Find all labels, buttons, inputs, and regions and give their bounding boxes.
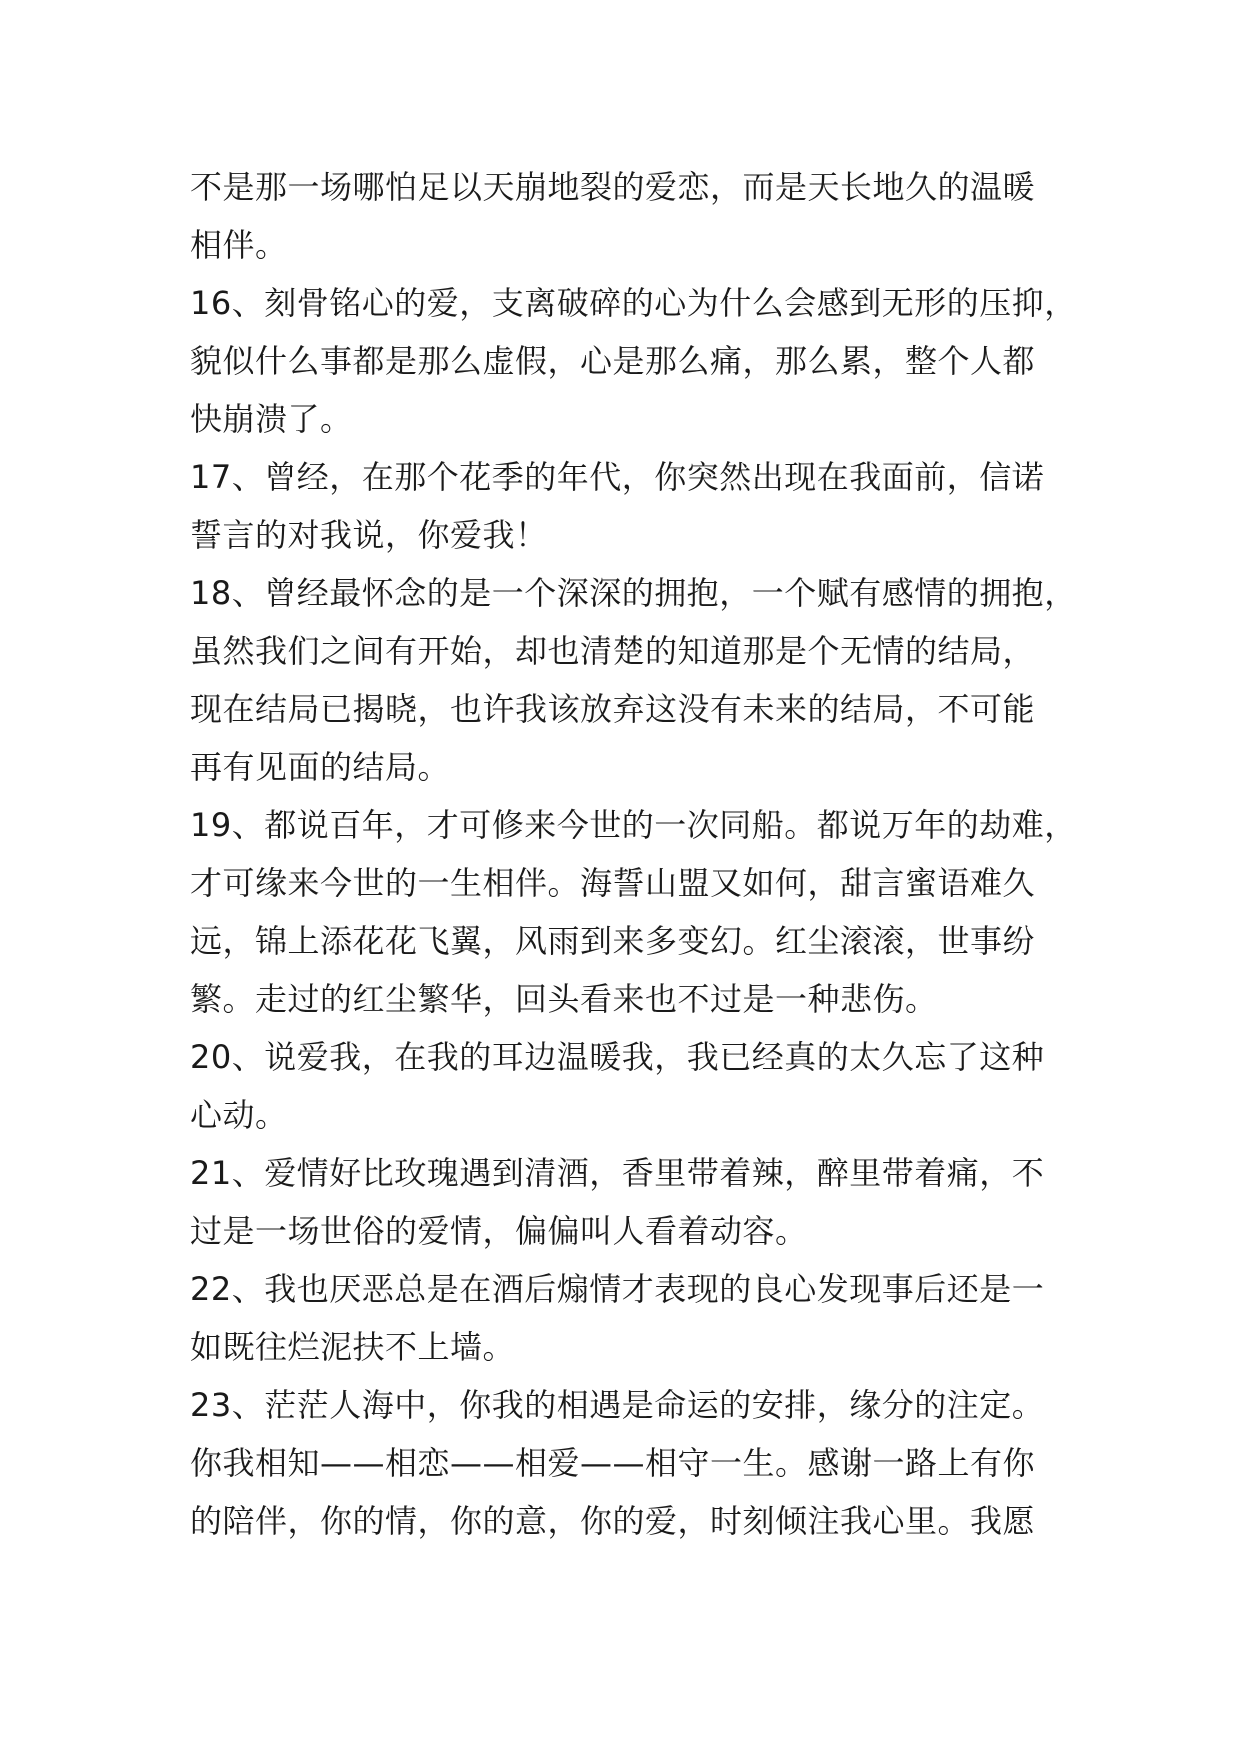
text-line: 虽然我们之间有开始，却也清楚的知道那是个无情的结局，: [190, 632, 1036, 670]
text-line: 16、刻骨铭心的爱，支离破碎的心为什么会感到无形的压抑，: [190, 284, 1077, 322]
text-line: 相伴。: [190, 226, 288, 264]
text-line: 17、曾经，在那个花季的年代，你突然出现在我面前，信诺: [190, 458, 1045, 496]
text-line: 你我相知——相恋——相爱——相守一生。感谢一路上有你: [190, 1444, 1036, 1482]
text-line: 心动。: [190, 1096, 288, 1134]
text-line: 过是一场世俗的爱情，偏偏叫人看着动容。: [190, 1212, 808, 1250]
text-line: 不是那一场哪怕足以天崩地裂的爱恋，而是天长地久的温暖: [190, 168, 1036, 206]
text-line: 貌似什么事都是那么虚假，心是那么痛，那么累，整个人都: [190, 342, 1036, 380]
text-line: 18、曾经最怀念的是一个深深的拥抱，一个赋有感情的拥抱，: [190, 574, 1077, 612]
text-line: 22、我也厌恶总是在酒后煽情才表现的良心发现事后还是一: [190, 1270, 1045, 1308]
text-line: 远，锦上添花花飞翼，风雨到来多变幻。红尘滚滚，世事纷: [190, 922, 1036, 960]
text-line: 才可缘来今世的一生相伴。海誓山盟又如何，甜言蜜语难久: [190, 864, 1036, 902]
text-line: 20、说爱我，在我的耳边温暖我，我已经真的太久忘了这种: [190, 1038, 1045, 1076]
text-line: 的陪伴，你的情，你的意，你的爱，时刻倾注我心里。我愿: [190, 1502, 1036, 1540]
text-line: 再有见面的结局。: [190, 748, 451, 786]
document-body: [190, 158, 1080, 1550]
text-line: 21、爱情好比玫瑰遇到清酒，香里带着辣，醉里带着痛，不: [190, 1154, 1045, 1192]
text-line: 现在结局已揭晓，也许我该放弃这没有未来的结局，不可能: [190, 690, 1036, 728]
text-line: 繁。走过的红尘繁华，回头看来也不过是一种悲伤。: [190, 980, 938, 1018]
text-line: 如既往烂泥扶不上墙。: [190, 1328, 516, 1366]
text-line: 快崩溃了。: [190, 400, 353, 438]
text-line: 19、都说百年，才可修来今世的一次同船。都说万年的劫难，: [190, 806, 1077, 844]
text-line: 23、茫茫人海中，你我的相遇是命运的安排，缘分的注定。: [190, 1386, 1045, 1424]
text-line: 誓言的对我说，你爱我！: [190, 516, 548, 554]
